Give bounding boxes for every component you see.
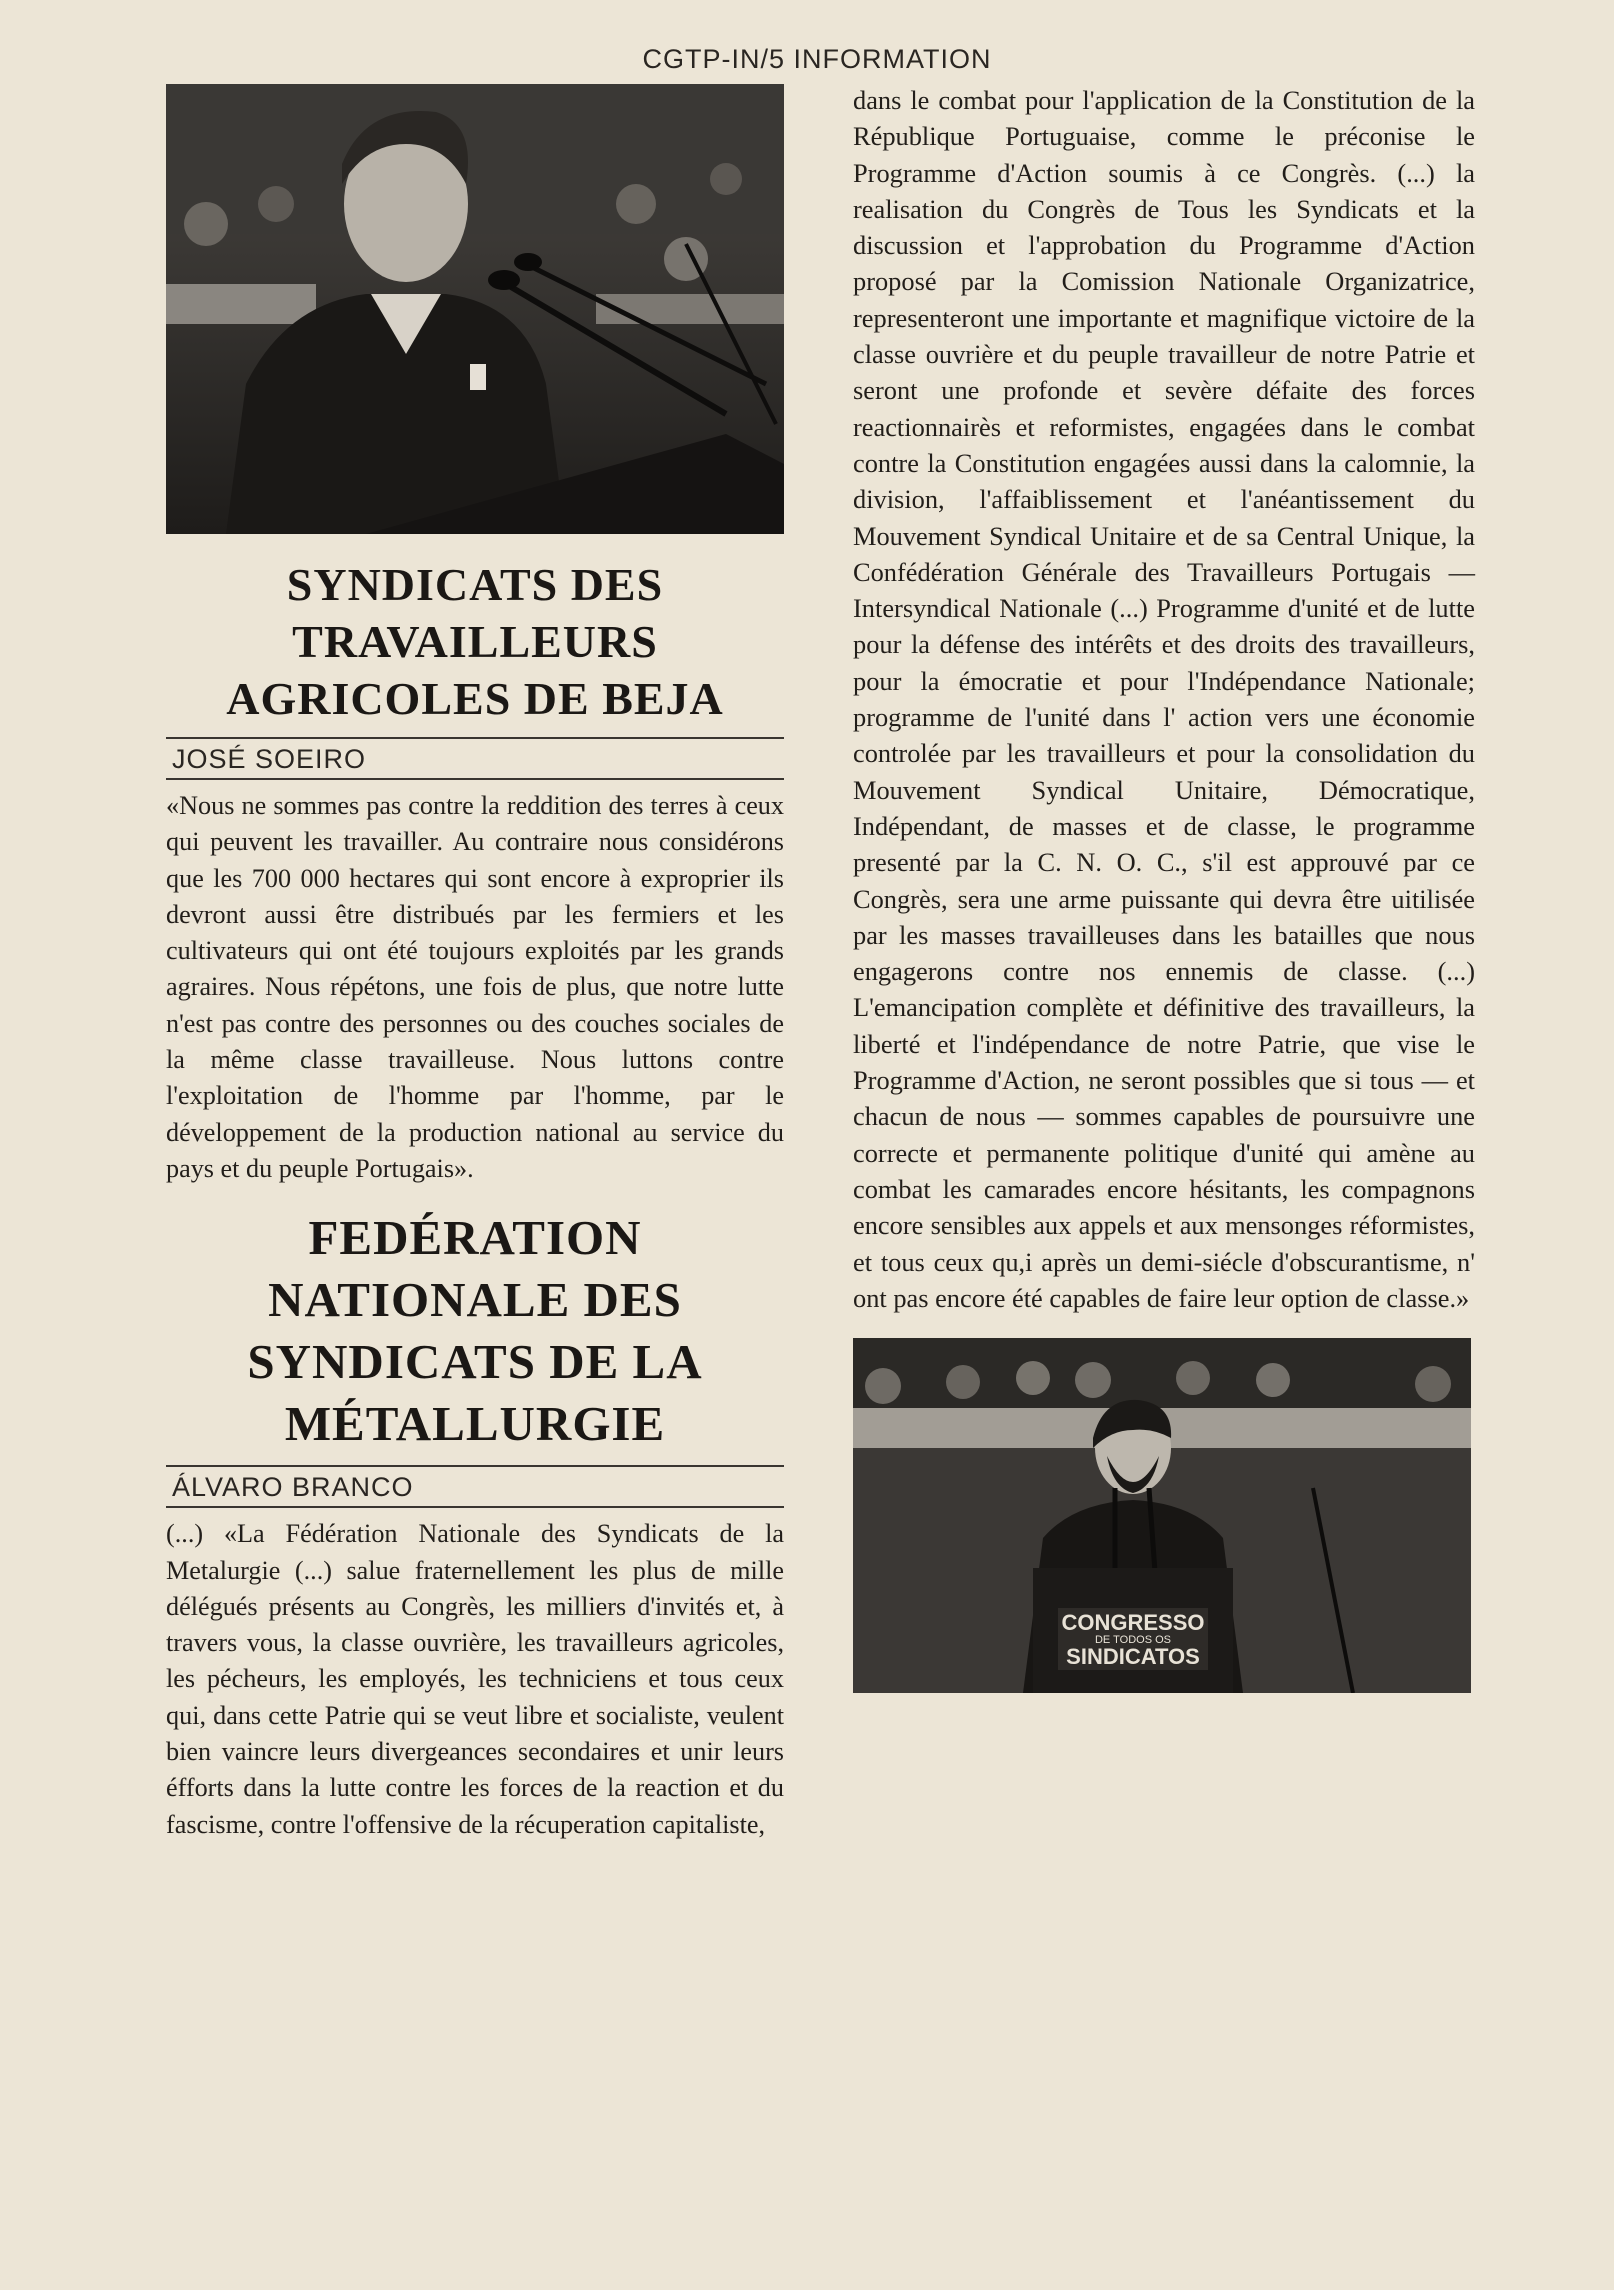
podium-sign-line-3: SINDICATOS: [1066, 1644, 1200, 1670]
podium-sign-line-2: DE TODOS OS: [1094, 1634, 1172, 1647]
article-2-byline: ÁLVARO BRANCO: [166, 1465, 784, 1508]
speaker-photo-image: [166, 84, 784, 534]
congress-photo: [853, 1338, 1471, 1693]
article-1-headline: SYNDICATS DES TRAVAILLEURS AGRICOLES DE BEJA: [226, 559, 724, 724]
left-column: [166, 84, 784, 1843]
page-header: CGTP-IN/5 INFORMATION: [642, 44, 992, 74]
article-1-body: «Nous ne sommes pas contre la reddition des terres à ceux qui peuvent les travailler. Au contraire nous considérons que les 700 000 hectares qui sont encore à exproprier ils devront aussi être distribués par les fermiers et les cultivateurs qui ont été toujours exploités par les grands agraires. Nous répétons, une fois de plus, que notre lutte n'est pas contre des personnes ou des couches sociales de la même classe travailleuse. Nous luttons contre l'exploitation de l'homme par l'homme, par le développement de la production national au service du pays et du peuple Portugais».: [166, 791, 784, 1183]
article-1-byline: JOSÉ SOEIRO: [166, 737, 784, 780]
article-2-headline: FEDÉRATION NATIONALE DES SYNDICATS DE LA MÉTALLURGIE: [247, 1210, 703, 1452]
podium-sign-line-1: CONGRESSO: [1061, 1610, 1205, 1636]
right-column: [853, 82, 1475, 1693]
speaker-photo: [166, 84, 784, 534]
congress-photo-image: [853, 1338, 1471, 1693]
article-2-body-continued: dans le combat pour l'application de la Constitution de la République Portuguaise, comme le préconise le Programme d'Action soumis à ce Congrès. (...) la realisation du Congrès de Tous les Syndicats et la discussion et l'approbation du Programme d'Action proposé par la Comission Nationale Organizatrice, representeront une importante et magnifique victoire de la classe ouvrière et du peuple travailleur de notre Patrie et seront une profonde et sevère défaite des forces reactionnairès et reformistes, engagées dans le combat contre la Constitution engagées aussi dans la calomnie, la division, l'affaiblissement et l'anéantissement du Mouvement Syndical Unitaire et de sa Central Unique, la Confédération Générale des Travailleurs Portugais — Intersyndical Nationale (...) Programme d'unité et de lutte pour la défense des intérêts et des droits des travailleurs, pour la émocratie et pour l'Indépendance Nationale; programme de l'unité dans l' action vers une économie controlée par les travailleurs et pour la consolidation du Mouvement Syndical Unitaire, Démocratique, Indépendant, de masses et de classe, le programme presenté par la C. N. O. C., s'il est approuvé par ce Congrès, sera une arme puissante qui devra être uitilisée par les masses travailleuses dans les batailles que nous engagerons contre nos ennemis de classe. (...) L'emancipation complète et définitive des travailleurs, la liberté et l'indépendance de notre Patrie, que vise le Programme d'Action, ne seront possibles que si tous — et chacun de nous — sommes capables de poursuivre une correcte et permanente politique d'unité qui amène au combat les camarades encore hésitants, les compagnons encore sensibles aux appels et aux mensonges réformistes, et tous ceux qu,i après un demi-siécle d'obscurantisme, n' ont pas encore été capables de faire leur option de classe.»: [853, 85, 1475, 1313]
article-2-body: (...) «La Fédération Nationale des Syndicats de la Metalurgie (...) salue fraternellement les plus de mille délégués présents au Congrès, les milliers d'invités et, à travers vous, la classe ouvrière, les travailleurs agricoles, les pécheurs, les employés, les techniciens et tous ceux qui, dans cette Patrie qui se veut libre et socialiste, veulent bien vaincre leurs divergeances secondaires et unir leurs éfforts dans la lutte contre les forces de la reaction et du fascisme, contre l'offensive de la récuperation capitaliste,: [166, 1519, 784, 1839]
